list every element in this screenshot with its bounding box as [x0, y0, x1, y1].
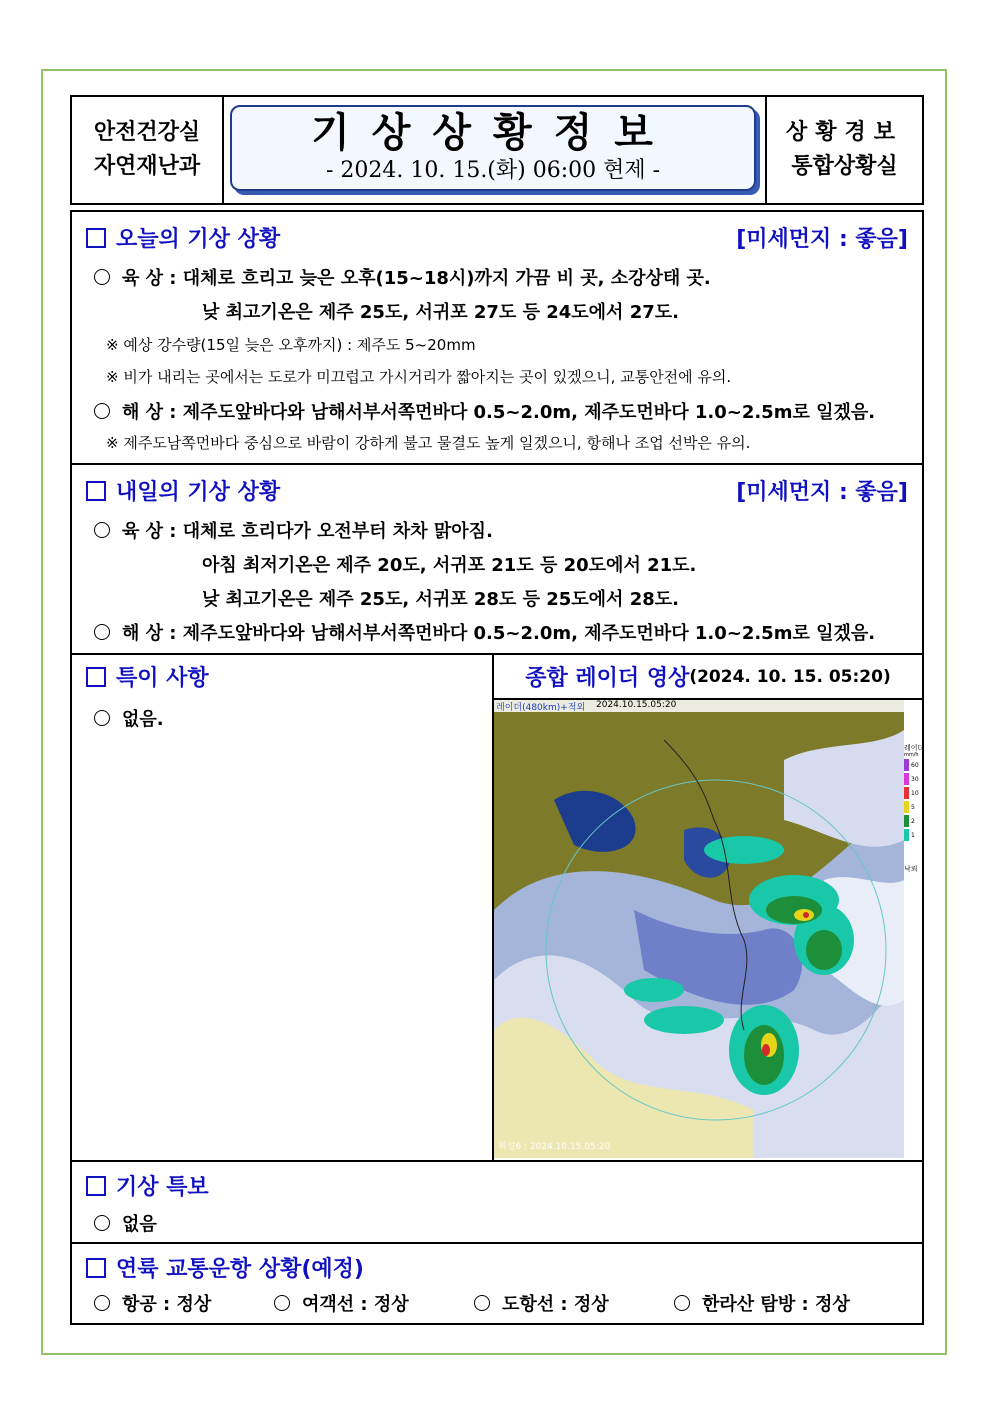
- legend-swatch: [904, 758, 922, 772]
- traffic-item-island-ferry: [474, 1290, 609, 1316]
- legend-color: [904, 759, 909, 771]
- special-item: [94, 705, 164, 731]
- legend-swatches: [904, 758, 922, 842]
- legend-value: 5: [911, 803, 915, 811]
- today-note3: ※ 제주도남쪽먼바다 중심으로 바람이 강하게 불고 물결도 높게 일겠으니, 항해나 조업 선박은 유의.: [106, 434, 751, 452]
- legend-color: [904, 787, 909, 799]
- warning-item-text: 없음: [122, 1214, 157, 1235]
- legend-unit: mm/h: [904, 752, 919, 758]
- content-table: [70, 210, 924, 1325]
- circle-icon: [474, 1295, 490, 1311]
- traffic-heading-text: 연륙 교통운항 상황(예정): [116, 1257, 364, 1282]
- special-section: [72, 655, 494, 1160]
- tomorrow-dust: [미세먼지 : 좋음]: [736, 480, 908, 505]
- legend-color: [904, 773, 909, 785]
- traffic-section: [72, 1244, 922, 1323]
- office-line1: 상황경보: [785, 120, 903, 145]
- circle-icon: [94, 1295, 110, 1311]
- traffic-item-island-ferry-text: 도항선 : 정상: [502, 1294, 609, 1315]
- traffic-item-ferry: [274, 1290, 409, 1316]
- today-dust: [미세먼지 : 좋음]: [736, 227, 908, 252]
- today-land-line1: 대체로 흐리고 늦은 오후(15~18시)까지 가끔 비 곳, 소강상태 곳.: [182, 268, 711, 289]
- today-sea-line: 제주도앞바다와 남해서부서쪽먼바다 0.5~2.0m, 제주도먼바다 1.0~2.5m로 일겠음.: [182, 402, 876, 423]
- department-line1: 안전건강실: [93, 120, 201, 145]
- legend-value: 10: [911, 789, 919, 797]
- legend-swatch: [904, 814, 922, 828]
- radar-caption-time: 2024.10.15.05:20: [596, 700, 677, 710]
- traffic-heading: [86, 1252, 364, 1283]
- legend-lightning: 낙뢰: [904, 865, 918, 873]
- circle-icon: [94, 269, 110, 285]
- today-sea-label: 해 상 :: [122, 402, 177, 423]
- legend-color: [904, 829, 909, 841]
- legend-color: [904, 801, 909, 813]
- traffic-item-hallasan: [674, 1290, 850, 1316]
- checkbox-icon: [86, 1176, 106, 1196]
- tomorrow-sea-label: 해 상 :: [122, 623, 177, 644]
- today-heading: [86, 222, 280, 253]
- radar-caption-bottom: 위성6 : 2024.10.15.05:20: [498, 1142, 611, 1152]
- legend-value: 30: [911, 775, 919, 783]
- tomorrow-land: [94, 517, 493, 543]
- tomorrow-land-line3: 낮 최고기온은 제주 25도, 서귀포 28도 등 25도에서 28도.: [202, 589, 679, 610]
- legend-swatch: [904, 772, 922, 786]
- radar-title: [494, 655, 922, 700]
- circle-icon: [94, 403, 110, 419]
- today-sea: [94, 398, 875, 424]
- office-block: [765, 97, 922, 203]
- tomorrow-section: [72, 465, 922, 655]
- tomorrow-land-line1: 대체로 흐리다가 오전부터 차차 맑아짐.: [182, 521, 493, 542]
- warning-item: [94, 1210, 157, 1236]
- special-heading-text: 특이 사항: [116, 666, 209, 691]
- checkbox-icon: [86, 1258, 106, 1278]
- legend-color: [904, 815, 909, 827]
- warning-heading: [86, 1170, 209, 1201]
- circle-icon: [94, 1215, 110, 1231]
- checkbox-icon: [86, 228, 106, 248]
- circle-icon: [94, 624, 110, 640]
- radar-section: [494, 655, 925, 1160]
- legend-title: 레이더: [904, 744, 925, 752]
- circle-icon: [274, 1295, 290, 1311]
- legend-swatch: [904, 828, 922, 842]
- legend-value: 1: [911, 831, 915, 839]
- tomorrow-heading: [86, 475, 280, 506]
- radar-legend: [904, 700, 925, 1158]
- department-block: [72, 97, 224, 203]
- circle-icon: [674, 1295, 690, 1311]
- legend-swatch: [904, 786, 922, 800]
- circle-icon: [94, 522, 110, 538]
- tomorrow-sea: [94, 619, 875, 645]
- legend-value: 2: [911, 817, 915, 825]
- today-land: [94, 264, 711, 290]
- today-land-line2: 낮 최고기온은 제주 25도, 서귀포 27도 등 24도에서 27도.: [202, 302, 679, 323]
- tomorrow-heading-text: 내일의 기상 상황: [116, 480, 281, 505]
- traffic-item-ferry-text: 여객선 : 정상: [302, 1294, 409, 1315]
- tomorrow-land-label: 육 상 :: [122, 521, 177, 542]
- warning-heading-text: 기상 특보: [116, 1175, 209, 1200]
- special-item-text: 없음.: [122, 709, 164, 730]
- page-title: 기상상황정보: [311, 109, 675, 156]
- radar-time: (2024. 10. 15. 05:20): [689, 666, 891, 687]
- radar-image: [494, 700, 904, 1158]
- today-land-label: 육 상 :: [122, 268, 177, 289]
- today-note2: ※ 비가 내리는 곳에서는 도로가 미끄럽고 가시거리가 짧아지는 곳이 있겠으니, 교통안전에 유의.: [106, 368, 732, 386]
- today-note1: ※ 예상 강수량(15일 늦은 오후까지) : 제주도 5~20mm: [106, 336, 476, 354]
- traffic-item-air: [94, 1290, 211, 1316]
- circle-icon: [94, 710, 110, 726]
- tomorrow-land-line2: 아침 최저기온은 제주 20도, 서귀포 21도 등 20도에서 21도.: [202, 555, 697, 576]
- tomorrow-sea-line: 제주도앞바다와 남해서부서쪽먼바다 0.5~2.0m, 제주도먼바다 1.0~2.5m로 일겠음.: [182, 623, 876, 644]
- radar-title-text: 종합 레이더 영상: [525, 666, 690, 691]
- today-section: [72, 212, 922, 465]
- checkbox-icon: [86, 667, 106, 687]
- traffic-item-air-text: 항공 : 정상: [122, 1294, 212, 1315]
- header-table: [70, 95, 924, 205]
- warning-section: [72, 1160, 922, 1244]
- legend-swatch: [904, 800, 922, 814]
- department-line2: 자연재난과: [93, 154, 201, 179]
- checkbox-icon: [86, 481, 106, 501]
- legend-value: 60: [911, 761, 919, 769]
- today-heading-text: 오늘의 기상 상황: [116, 227, 281, 252]
- radar-caption-top: 레이더(480km)+적외: [496, 703, 586, 713]
- title-box: [230, 105, 756, 191]
- special-heading: [86, 661, 209, 692]
- report-date: - 2024. 10. 15.(화) 06:00 현제 -: [325, 158, 661, 183]
- traffic-item-hallasan-text: 한라산 탐방 : 정상: [702, 1294, 850, 1315]
- office-line2: 통합상황실: [791, 154, 898, 179]
